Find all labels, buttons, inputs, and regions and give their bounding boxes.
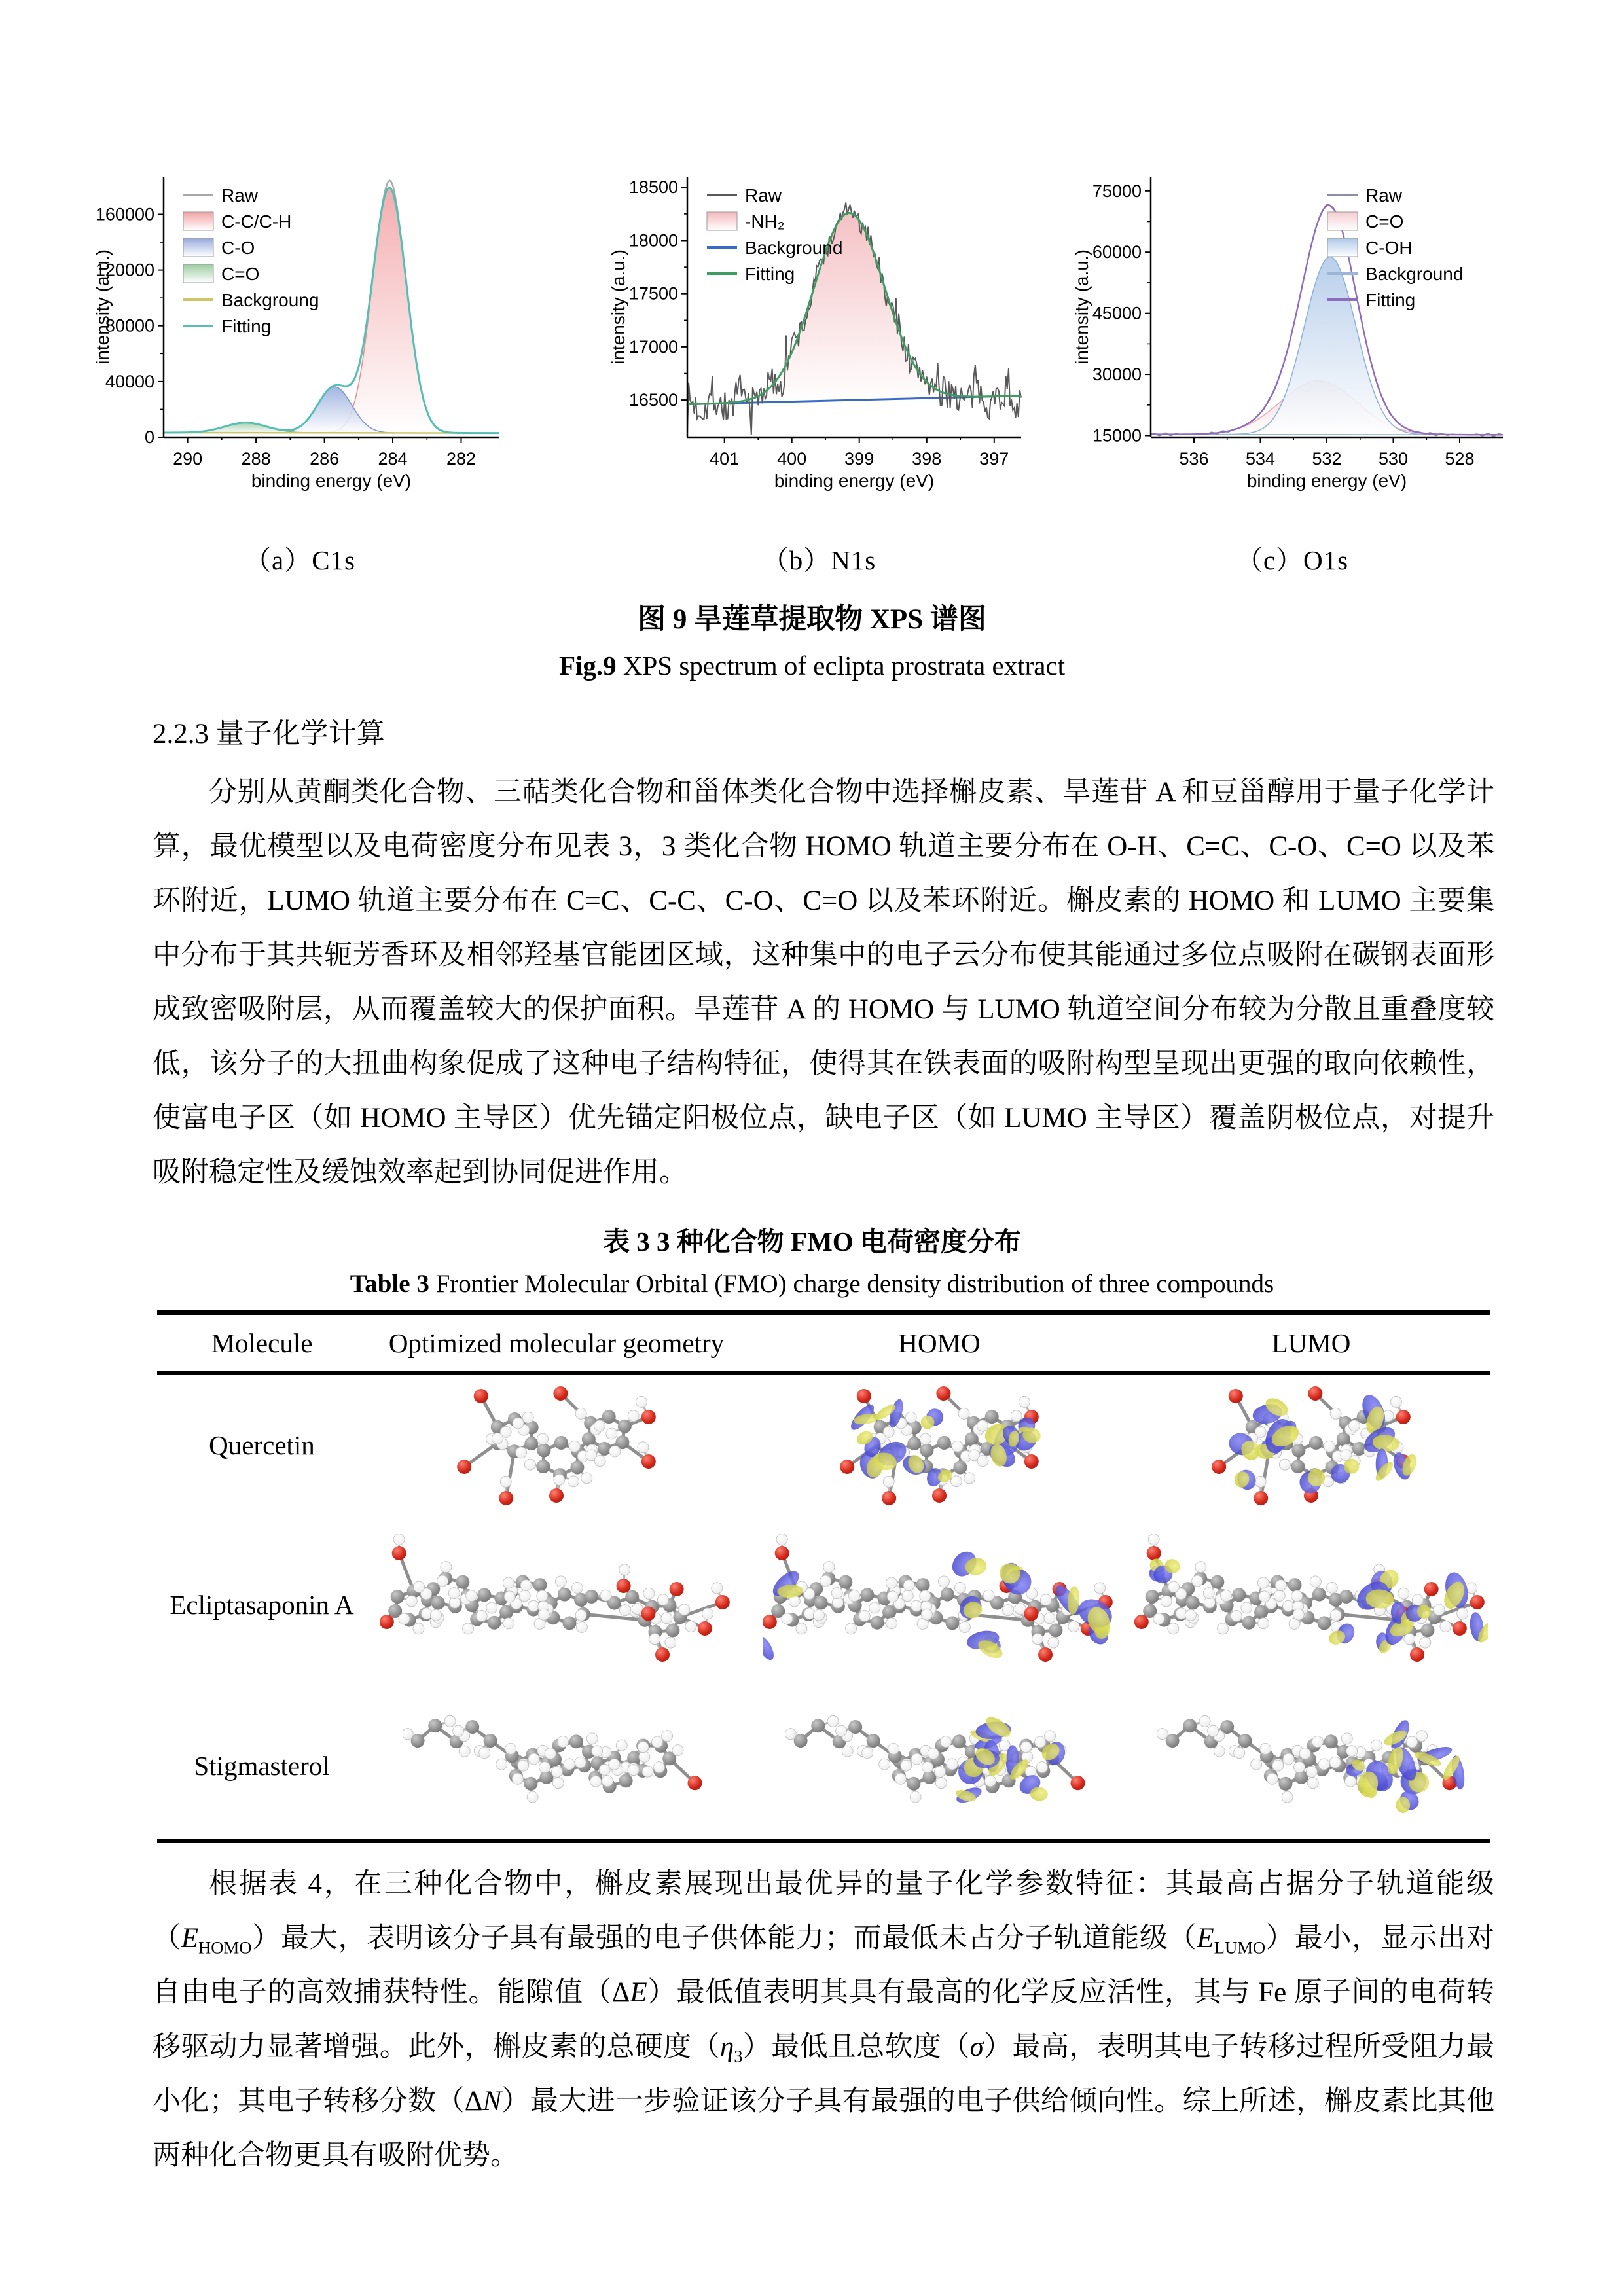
svg-text:C=O: C=O	[1365, 211, 1404, 232]
svg-text:C=O: C=O	[221, 264, 260, 284]
svg-text:45000: 45000	[1092, 303, 1142, 323]
xps-chart-o1s-plot	[1070, 169, 1515, 499]
svg-text:528: 528	[1445, 449, 1475, 469]
svg-text:Fitting: Fitting	[221, 316, 272, 336]
svg-text:282: 282	[446, 449, 477, 469]
paragraph-2: 根据表 4，在三种化合物中，槲皮素展现出最优异的量子化学参数特征：其最高占据分子轨道能级$(E_{HOMO})$最大，表明该分子具有最强的电子供体能力；而最低未占分子轨道能级$(E_{LUMO})$最小，显示出对自由电子的高效捕获特性。能隙值（ΔE）最低值表明其具有最高的化学反应活性，其与 Fe 原子间的电荷转移驱动力显著增强。此外，槲皮素的总硬度$(\eta_3)$最低且总软度（σ）最高，表明其电子转移过程所受阻力最小化；其电子转移分数（ΔN）最大进一步验证该分子具有最强的电子供给倾向性。综上所述，槲皮素比其他两种化合物更具有吸附优势。	[153, 1868, 1495, 2171]
table-header-homo: HOMO	[746, 1315, 1132, 1375]
svg-text:40000: 40000	[105, 371, 154, 391]
figure-caption-zh: 图 9 旱莲草提取物 XPS 谱图	[638, 604, 986, 635]
table-caption-zh: 表 3 3 种化合物 FMO 电荷密度分布	[603, 1226, 1021, 1257]
svg-text:160000: 160000	[95, 204, 154, 224]
svg-text:C-C/C-H: C-C/C-H	[221, 211, 292, 232]
molecule-label-stigmasterol: Stigmasterol	[194, 1751, 330, 1782]
svg-text:290: 290	[173, 449, 203, 469]
svg-text:401: 401	[710, 449, 740, 469]
xps-chart-n1s-plot	[606, 169, 1032, 499]
svg-text:Background: Background	[745, 238, 843, 258]
svg-text:C-O: C-O	[221, 238, 255, 258]
paragraph-1: 分别从黄酮类化合物、三萜类化合物和甾体类化合物中选择槲皮素、旱莲苷 A 和豆甾醇用于量子化学计算，最优模型以及电荷密度分布见表 3，3 类化合物 HOMO 轨道主要分布在 O-H、C=C、C-O、C=O 以及苯环附近，LUMO 轨道主要分布在 C=C、C-C、C-O、C=O 以及苯环附近。槲皮素的 HOMO 和 LUMO 主要集中分布于其共轭芳香环及相邻羟基官能团区域，这种集中的电子云分布使其能通过多位点吸附在碳钢表面形成致密吸附层，从而覆盖较大的保护面积。旱莲苷 A 的 HOMO 与 LUMO 轨道空间分布较为分散且重叠度较低，该分子的大扭曲构象促成了这种电子结构特征，使得其在铁表面的吸附构型呈现出更强的取向依赖性，使富电子区（如 HOMO 主导区）优先锚定阳极位点，缺电子区（如 LUMO 主导区）覆盖阴极位点，对提升吸附稳定性及缓蚀效率起到协同促进作用。	[153, 777, 1494, 1188]
svg-text:397: 397	[979, 449, 1009, 469]
svg-text:-NH₂: -NH₂	[745, 211, 785, 232]
svg-text:Background: Background	[1365, 264, 1464, 284]
table-header-geometry: Optimized molecular geometry	[367, 1315, 746, 1375]
quercetin-geometry-image	[367, 1375, 746, 1516]
ecliptasaponin-a-lumo-image	[1132, 1516, 1490, 1695]
table-header-molecule: Molecule	[157, 1315, 367, 1375]
stigmasterol-homo-image	[746, 1695, 1132, 1839]
svg-text:532: 532	[1312, 449, 1342, 469]
svg-text:Fitting: Fitting	[1365, 290, 1416, 310]
svg-text:Raw: Raw	[1365, 185, 1403, 206]
quercetin-lumo-image	[1132, 1375, 1490, 1516]
svg-text:120000: 120000	[95, 260, 154, 280]
svg-text:80000: 80000	[105, 315, 154, 336]
svg-text:536: 536	[1179, 449, 1209, 469]
xps-chart-c1s	[90, 169, 509, 577]
svg-text:60000: 60000	[1092, 242, 1142, 262]
ecliptasaponin-a-geometry-image	[367, 1516, 746, 1695]
xps-chart-o1s	[1070, 169, 1515, 577]
xps-figure-row	[90, 169, 1624, 577]
svg-text:398: 398	[912, 449, 942, 469]
svg-text:399: 399	[844, 449, 875, 469]
svg-text:intensity (a.u.): intensity (a.u.)	[608, 249, 628, 365]
molecule-label-ecliptasaponin-a: Ecliptasaponin A	[170, 1590, 354, 1621]
svg-text:17000: 17000	[628, 336, 678, 357]
svg-text:Raw: Raw	[745, 185, 782, 206]
svg-text:18000: 18000	[628, 230, 678, 251]
svg-text:intensity (a.u.): intensity (a.u.)	[92, 249, 113, 365]
svg-text:intensity (a.u.): intensity (a.u.)	[1072, 249, 1092, 365]
svg-text:binding energy (eV): binding energy (eV)	[774, 471, 935, 491]
svg-text:534: 534	[1245, 449, 1276, 469]
xps-chart-c1s-plot	[90, 169, 509, 499]
svg-text:288: 288	[241, 449, 271, 469]
xps-chart-n1s	[606, 169, 1032, 577]
svg-text:400: 400	[777, 449, 807, 469]
table-caption-en	[0, 1269, 1624, 1299]
svg-text:75000: 75000	[1092, 181, 1142, 201]
svg-text:C-OH: C-OH	[1365, 238, 1413, 258]
figure-caption-en-label: Fig.9	[558, 651, 617, 681]
svg-text:15000: 15000	[1092, 425, 1142, 446]
svg-text:binding energy (eV): binding energy (eV)	[1246, 471, 1407, 491]
svg-text:30000: 30000	[1092, 365, 1142, 385]
svg-text:286: 286	[310, 449, 340, 469]
table-caption-en-text: Frontier Molecular Orbital (FMO) charge density distribution of three compounds	[429, 1269, 1274, 1298]
svg-text:Raw: Raw	[221, 185, 259, 206]
subcaption-n1s: （b）N1s	[761, 545, 876, 575]
table-header-lumo: LUMO	[1132, 1315, 1490, 1375]
svg-text:18500: 18500	[628, 177, 678, 198]
svg-text:Backgroung: Backgroung	[221, 290, 319, 310]
subcaption-o1s: （c）O1s	[1235, 545, 1349, 575]
section-heading: 2.2.3 量子化学计算	[153, 719, 385, 749]
stigmasterol-lumo-image	[1132, 1695, 1490, 1839]
molecule-label-quercetin: Quercetin	[209, 1430, 315, 1461]
svg-text:530: 530	[1378, 449, 1409, 469]
fmo-table	[157, 1310, 1490, 1843]
quercetin-homo-image	[746, 1375, 1132, 1516]
stigmasterol-geometry-image	[367, 1695, 746, 1839]
svg-text:17500: 17500	[628, 283, 678, 304]
ecliptasaponin-a-homo-image	[746, 1516, 1132, 1695]
svg-text:Fitting: Fitting	[745, 264, 795, 284]
table-caption-en-label: Table 3	[350, 1269, 429, 1298]
subcaption-c1s: （a）C1s	[244, 545, 355, 575]
svg-text:16500: 16500	[628, 390, 678, 410]
figure-caption-en	[0, 650, 1624, 681]
svg-text:0: 0	[144, 427, 154, 447]
figure-caption-en-text: XPS spectrum of eclipta prostrata extract	[616, 651, 1066, 681]
svg-text:binding energy (eV): binding energy (eV)	[251, 471, 412, 491]
svg-text:284: 284	[378, 449, 408, 469]
